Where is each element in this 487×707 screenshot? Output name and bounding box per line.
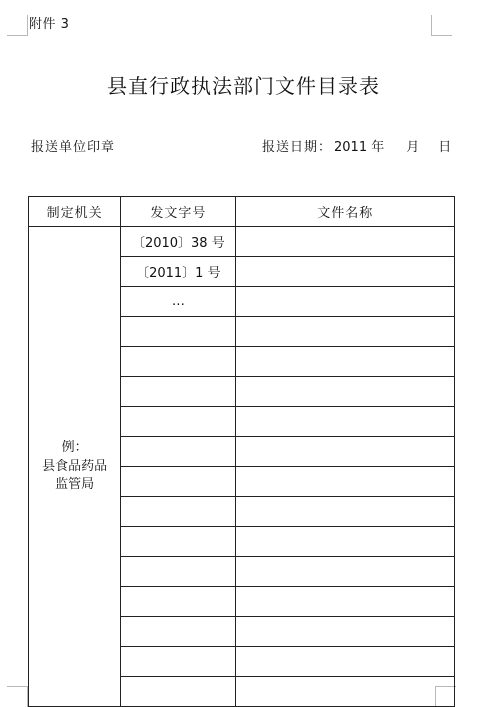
agency-name-line-1: 县食品药品 bbox=[42, 459, 108, 474]
doc-number-cell: 〔2010〕38 号 bbox=[121, 227, 236, 257]
doc-number-cell bbox=[121, 617, 236, 647]
crop-mark-bottom-left bbox=[7, 686, 28, 707]
attachment-label: 附件 3 bbox=[29, 17, 70, 32]
table-row bbox=[29, 227, 455, 257]
submit-date-month: 月 bbox=[406, 140, 420, 155]
submitter-seal-label: 报送单位印章 bbox=[31, 140, 116, 155]
file-name-cell bbox=[236, 347, 455, 377]
submit-date-label: 报送日期： bbox=[262, 140, 333, 155]
header-doc-number: 发文字号 bbox=[121, 197, 236, 227]
file-name-cell bbox=[236, 287, 455, 317]
file-name-cell bbox=[236, 587, 455, 617]
page-title: 县直行政执法部门文件目录表 bbox=[107, 74, 380, 98]
file-name-cell bbox=[236, 557, 455, 587]
doc-number-cell bbox=[121, 467, 236, 497]
doc-number-cell bbox=[121, 587, 236, 617]
file-name-cell bbox=[236, 497, 455, 527]
file-name-cell bbox=[236, 317, 455, 347]
doc-number-cell bbox=[121, 497, 236, 527]
agency-name-line-2: 监管局 bbox=[55, 477, 95, 492]
file-name-cell bbox=[236, 227, 455, 257]
file-name-cell bbox=[236, 437, 455, 467]
doc-number-cell: 〔2011〕1 号 bbox=[121, 257, 236, 287]
doc-number-cell bbox=[121, 437, 236, 467]
doc-number-cell bbox=[121, 647, 236, 677]
file-name-cell bbox=[236, 467, 455, 497]
submit-date-year: 2011 年 bbox=[334, 140, 385, 155]
crop-mark-top-right bbox=[431, 15, 452, 36]
agency-example-prefix: 例： bbox=[61, 440, 88, 455]
file-name-cell bbox=[236, 617, 455, 647]
doc-number-cell bbox=[121, 347, 236, 377]
doc-number-cell bbox=[121, 377, 236, 407]
file-name-cell bbox=[236, 257, 455, 287]
file-name-cell bbox=[236, 377, 455, 407]
file-catalog-table bbox=[28, 196, 455, 707]
submit-date-day: 日 bbox=[438, 140, 452, 155]
header-file-name: 文件名称 bbox=[236, 197, 455, 227]
submit-date bbox=[262, 136, 451, 155]
doc-number-cell: … bbox=[121, 287, 236, 317]
crop-mark-top-left bbox=[7, 15, 28, 36]
file-name-cell bbox=[236, 407, 455, 437]
doc-number-cell bbox=[121, 557, 236, 587]
header-agency: 制定机关 bbox=[29, 197, 121, 227]
table-header-row bbox=[29, 197, 455, 227]
doc-number-cell bbox=[121, 317, 236, 347]
doc-number-cell bbox=[121, 527, 236, 557]
doc-number-cell bbox=[121, 407, 236, 437]
agency-example-cell bbox=[29, 227, 121, 707]
doc-number-cell bbox=[121, 677, 236, 707]
file-name-cell bbox=[236, 677, 455, 707]
file-name-cell bbox=[236, 647, 455, 677]
file-name-cell bbox=[236, 527, 455, 557]
